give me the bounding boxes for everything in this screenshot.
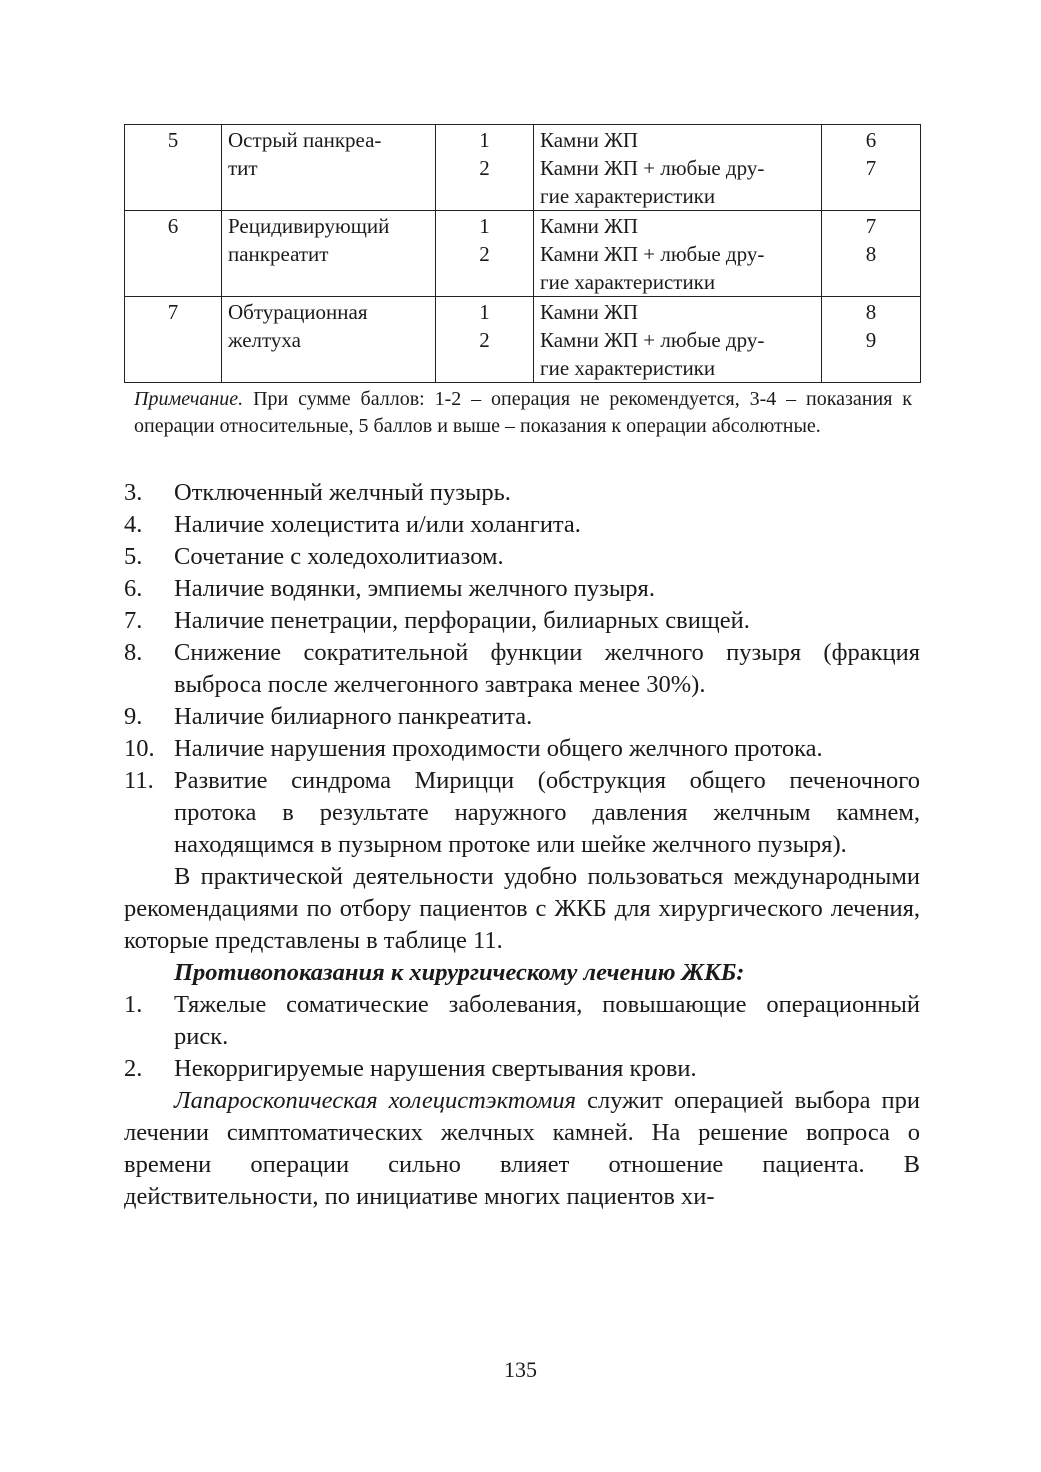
laparoscopy-term: Лапароскопическая холецистэктомия [174, 1087, 577, 1114]
condition-name [222, 211, 436, 297]
list-item-text: Снижение сократительной функции желчного пузыря (фракция выброса после желчегонного завтрака менее 30%). [174, 639, 920, 698]
points-values-line: 8 [865, 242, 877, 266]
list-item [124, 541, 920, 573]
list-item [124, 573, 920, 605]
condition-name-line: Обтурационная [228, 300, 368, 324]
contraindications-list [124, 989, 920, 1085]
condition-name-line: Острый панкреа- [228, 128, 382, 152]
points-values-line: 8 [865, 300, 877, 324]
list-item-text: Наличие пенетрации, перфорации, билиарных свищей. [174, 607, 750, 634]
list-item-number: 4. [124, 511, 143, 538]
points-values-line: 6 [865, 128, 877, 152]
list-item [124, 765, 920, 861]
stone-description-line: гие характеристики [540, 356, 716, 380]
points-values-line: 7 [865, 214, 877, 238]
score-values-line: 1 [479, 214, 490, 238]
points-values-line: 7 [865, 156, 877, 180]
stone-description-line: гие характеристики [540, 270, 716, 294]
table-row [125, 125, 921, 211]
page-content [124, 124, 920, 1213]
list-item [124, 477, 920, 509]
indications-list [124, 477, 920, 861]
list-item-text: Тяжелые соматические заболевания, повышающие операционный риск. [174, 991, 920, 1050]
score-values-line: 1 [479, 128, 490, 152]
list-item [124, 989, 920, 1053]
stone-description-line: Камни ЖП [540, 214, 639, 238]
score-values-line: 2 [479, 156, 490, 180]
laparoscopy-text: служит операцией выбора при лечении симптоматических желчных камней. На решение вопроса о времени операции сильно влияет отношение пациента. В действительности, по инициативе многих пациентов хи- [124, 1087, 920, 1210]
row-number: 5 [125, 125, 222, 211]
list-item [124, 733, 920, 765]
list-item-number: 7. [124, 607, 143, 634]
list-item-number: 10. [124, 735, 155, 762]
list-item-text: Развитие синдрома Мирицци (обструкция общего печеночного протока в результате наружного давления желчным камнем, находящимся в пузырном протоке или шейке желчного пузыря). [174, 767, 920, 858]
condition-name-line: желтуха [228, 328, 301, 352]
list-item-number: 6. [124, 575, 143, 602]
list-item-number: 5. [124, 543, 143, 570]
paragraph-laparoscopy [124, 1085, 920, 1213]
score-values [436, 125, 534, 211]
list-item-text: Наличие билиарного панкреатита. [174, 703, 533, 730]
table-row [125, 297, 921, 383]
list-item-text: Сочетание с холедохолитиазом. [174, 543, 504, 570]
score-values-line: 2 [479, 242, 490, 266]
stone-description-line: Камни ЖП [540, 128, 639, 152]
table-note [124, 383, 920, 440]
contraindications-heading: Противопоказания к хирургическому лечению ЖКБ: [174, 959, 745, 986]
score-values [436, 211, 534, 297]
list-item-text: Наличие нарушения проходимости общего желчного протока. [174, 735, 823, 762]
note-label: Примечание. [134, 388, 244, 410]
stone-description-line: гие характеристики [540, 184, 716, 208]
score-values-line: 1 [479, 300, 490, 324]
list-item-number: 3. [124, 479, 143, 506]
paragraph-recommendations: В практической деятельности удобно пользоваться международными рекомендациями по отбору пациентов с ЖКБ для хирургического лечения, которые представлены в таблице 11. [124, 863, 920, 954]
stone-description-line: Камни ЖП + любые дру- [540, 156, 765, 180]
list-item [124, 637, 920, 701]
condition-name-line: Рецидивирующий [228, 214, 390, 238]
stone-description-line: Камни ЖП + любые дру- [540, 328, 765, 352]
list-item-number: 2. [124, 1055, 143, 1082]
points-values [822, 125, 921, 211]
note-text: При сумме баллов: 1-2 – операция не рекомендуется, 3-4 – показания к операции относительные, 5 баллов и выше – показания к операции абсолютные. [134, 388, 913, 437]
list-item-text: Отключенный желчный пузырь. [174, 479, 511, 506]
stone-description [534, 297, 822, 383]
condition-name [222, 297, 436, 383]
list-item-number: 8. [124, 639, 143, 666]
stone-description-line: Камни ЖП + любые дру- [540, 242, 765, 266]
main-text [124, 477, 920, 1213]
list-item [124, 509, 920, 541]
list-item-number: 9. [124, 703, 143, 730]
list-item-number: 11. [124, 767, 154, 794]
stone-description [534, 211, 822, 297]
list-item-text: Некорригируемые нарушения свертывания крови. [174, 1055, 697, 1082]
row-number: 6 [125, 211, 222, 297]
condition-name-line: тит [228, 156, 258, 180]
score-values-line: 2 [479, 328, 490, 352]
criteria-table [124, 124, 921, 383]
points-values [822, 211, 921, 297]
table-row [125, 211, 921, 297]
points-values-line: 9 [865, 328, 877, 352]
condition-name-line: панкреатит [228, 242, 329, 266]
condition-name [222, 125, 436, 211]
score-values [436, 297, 534, 383]
list-item [124, 701, 920, 733]
list-item-text: Наличие водянки, эмпиемы желчного пузыря. [174, 575, 655, 602]
page-number: 135 [504, 1357, 537, 1382]
points-values [822, 297, 921, 383]
list-item [124, 1053, 920, 1085]
stone-description-line: Камни ЖП [540, 300, 639, 324]
row-number: 7 [125, 297, 222, 383]
list-item-number: 1. [124, 991, 143, 1018]
list-item-text: Наличие холецистита и/или холангита. [174, 511, 581, 538]
stone-description [534, 125, 822, 211]
list-item [124, 605, 920, 637]
